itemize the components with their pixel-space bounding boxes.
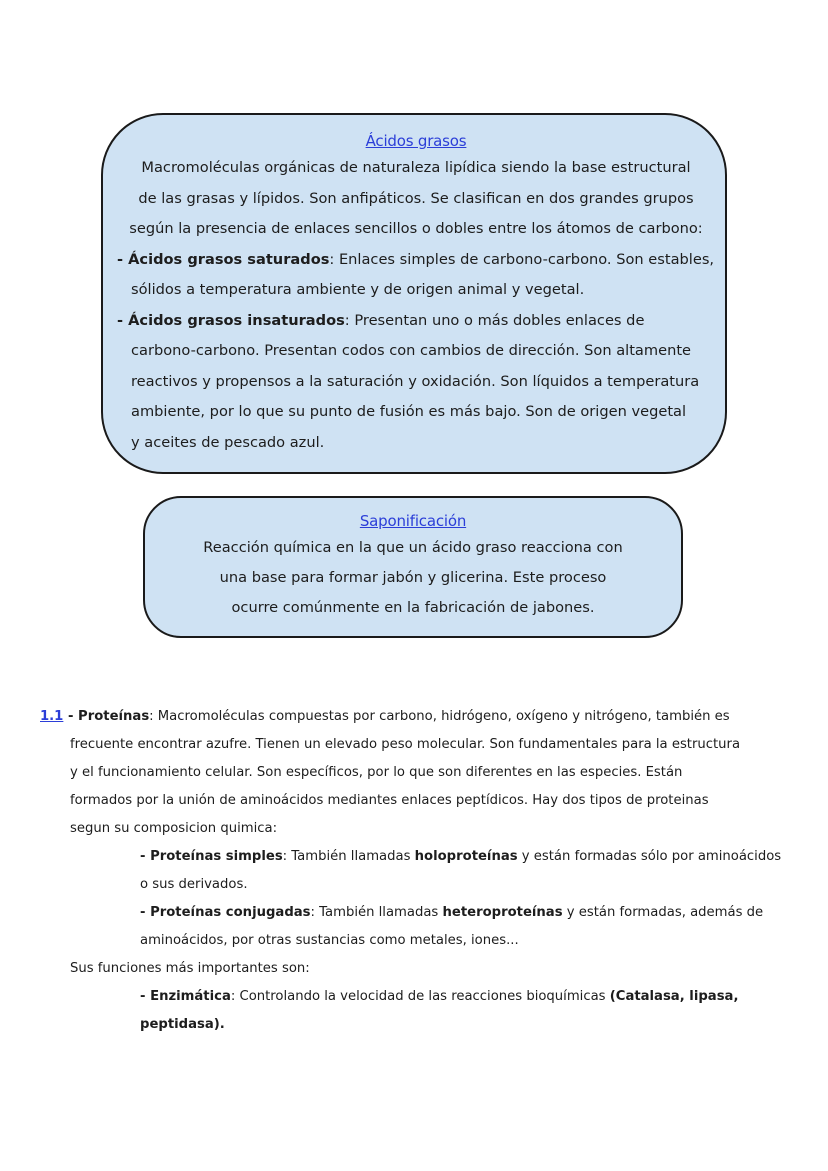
conjugated-mid: : También llamadas [310, 905, 443, 920]
conjugated-dash: - [140, 905, 151, 920]
saponification-line: una base para formar jabón y glicerina. Este proceso [219, 569, 607, 586]
simple-dash: - [140, 849, 151, 864]
simple-rest: y están formadas sólo por aminoácidos [517, 849, 782, 864]
unsaturated-item [117, 306, 715, 337]
unsaturated-text-line: carbono-carbono. Presentan codos con cambios de dirección. Son altamente [131, 342, 692, 359]
conjugated-proteins-line: aminoácidos, por otras sustancias como metales, iones... [140, 933, 519, 948]
fatty-acids-intro-line: según la presencia de enlaces sencillos o dobles entre los átomos de carbono: [129, 220, 703, 237]
enzymatic-function-item [40, 983, 800, 1011]
saturated-dash: - [117, 250, 129, 268]
enzymatic-term: Enzimática [150, 989, 231, 1004]
proteins-text-line: frecuente encontrar azufre. Tienen un elevado peso molecular. Son fundamentales para la estructura [70, 737, 741, 752]
conjugated-rest: y están formadas, además de [562, 905, 764, 920]
section-number: 1.1 [40, 709, 64, 724]
saturated-item [117, 245, 715, 276]
unsaturated-text: : Presentan uno o más dobles enlaces de [344, 311, 645, 329]
unsaturated-text-line: ambiente, por lo que su punto de fusión es más bajo. Son de origen vegetal [131, 403, 687, 420]
unsaturated-text-line: reactivos y propensos a la saturación y oxidación. Son líquidos a temperatura [131, 372, 700, 390]
conjugated-alt-name: heteroproteínas [442, 905, 563, 920]
proteins-section [40, 703, 800, 1039]
simple-alt-name: holoproteínas [414, 849, 518, 864]
proteins-dash: - [63, 709, 79, 724]
proteins-text-line: segun su composicion quimica: [70, 821, 278, 836]
proteins-definition: : Macromoléculas compuestas por carbono, hidrógeno, oxígeno y nitrógeno, también es [149, 709, 730, 724]
proteins-text-line: y el funcionamiento celular. Son específicos, por lo que son diferentes en las especies. Están [70, 765, 683, 780]
simple-proteins-line: o sus derivados. [140, 877, 248, 892]
enzymatic-dash: - [140, 989, 151, 1004]
saponification-line: ocurre comúnmente en la fabricación de jabones. [231, 599, 595, 616]
proteins-term: Proteínas [78, 709, 150, 724]
fatty-acids-intro-line: de las grasas y lípidos. Son anfipáticos. Se clasifican en dos grandes grupos [138, 189, 694, 207]
simple-term: Proteínas simples [150, 849, 283, 864]
unsaturated-text-line: y aceites de pescado azul. [131, 433, 325, 451]
unsaturated-term: Ácidos grasos insaturados [128, 311, 345, 329]
conjugated-proteins-item [40, 899, 800, 927]
simple-mid: : También llamadas [282, 849, 415, 864]
saturated-term: Ácidos grasos saturados [128, 250, 330, 268]
saponification-title: Saponificación [359, 512, 467, 530]
enzymatic-examples: (Catalasa, lipasa, [609, 989, 739, 1004]
saponification-line: Reacción química en la que un ácido graso reacciona con [203, 539, 623, 556]
functions-intro: Sus funciones más importantes son: [70, 961, 310, 976]
saturated-text-line: sólidos a temperatura ambiente y de origen animal y vegetal. [131, 281, 585, 298]
fatty-acids-box [101, 113, 727, 474]
conjugated-term: Proteínas conjugadas [150, 905, 311, 920]
unsaturated-dash: - [117, 311, 129, 329]
proteins-heading-line [40, 703, 800, 731]
fatty-acids-intro-line: Macromoléculas orgánicas de naturaleza lipídica siendo la base estructural [141, 159, 691, 176]
fatty-acids-title: Ácidos grasos [365, 132, 467, 150]
saturated-text: : Enlaces simples de carbono-carbono. Son estables, [329, 250, 715, 268]
saponification-box [143, 496, 683, 638]
enzymatic-examples-end: peptidasa). [140, 1017, 225, 1032]
enzymatic-text: : Controlando la velocidad de las reacciones bioquímicas [230, 989, 610, 1004]
simple-proteins-item [40, 843, 800, 871]
proteins-text-line: formados por la unión de aminoácidos mediantes enlaces peptídicos. Hay dos tipos de proteinas [70, 793, 709, 808]
